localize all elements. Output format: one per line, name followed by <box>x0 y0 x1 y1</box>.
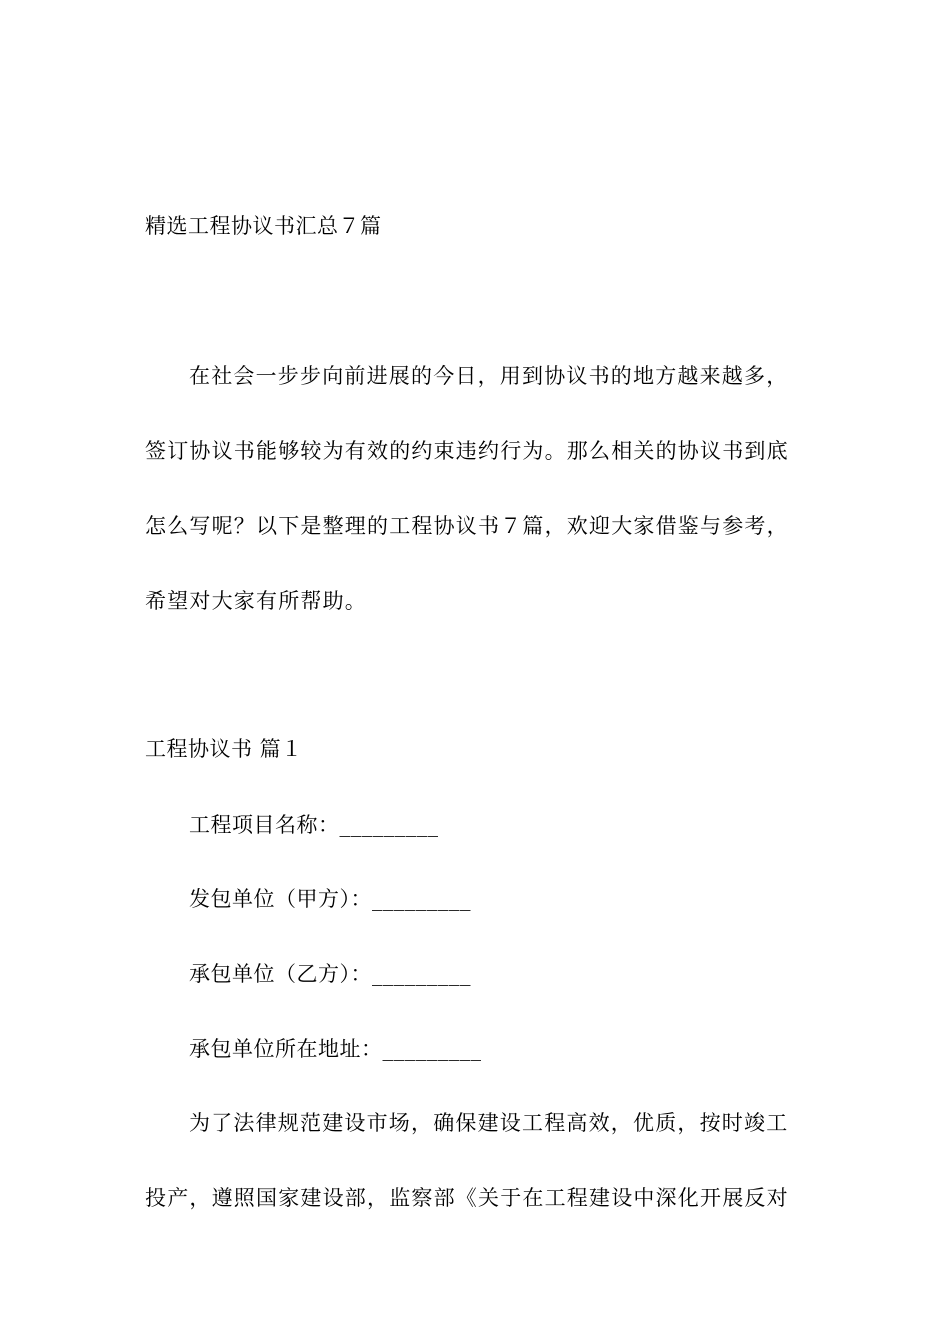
field-party-b: 承包单位（乙方）：_________ <box>189 962 471 986</box>
body-paragraph-line-2: 投产，遵照国家建设部，监察部《关于在工程建设中深化开展反对 <box>145 1186 789 1210</box>
field-party-b-address: 承包单位所在地址：_________ <box>189 1037 482 1061</box>
intro-paragraph-line-1: 在社会一步步向前进展的今日，用到协议书的地方越来越多， <box>189 364 789 388</box>
section-heading: 工程协议书 篇１ <box>145 737 303 761</box>
document-title: 精选工程协议书汇总７篇 <box>145 214 382 238</box>
body-paragraph-line-1: 为了法律规范建设市场，确保建设工程高效，优质，按时竣工 <box>189 1111 789 1135</box>
field-party-a: 发包单位（甲方）：_________ <box>189 887 471 911</box>
intro-paragraph-line-2: 签订协议书能够较为有效的约束违约行为。那么相关的协议书到底 <box>145 439 789 463</box>
intro-paragraph-line-3: 怎么写呢？以下是整理的工程协议书７篇，欢迎大家借鉴与参考， <box>145 514 789 538</box>
intro-paragraph-line-4: 希望对大家有所帮助。 <box>145 589 367 613</box>
field-project-name: 工程项目名称：_________ <box>189 813 439 837</box>
